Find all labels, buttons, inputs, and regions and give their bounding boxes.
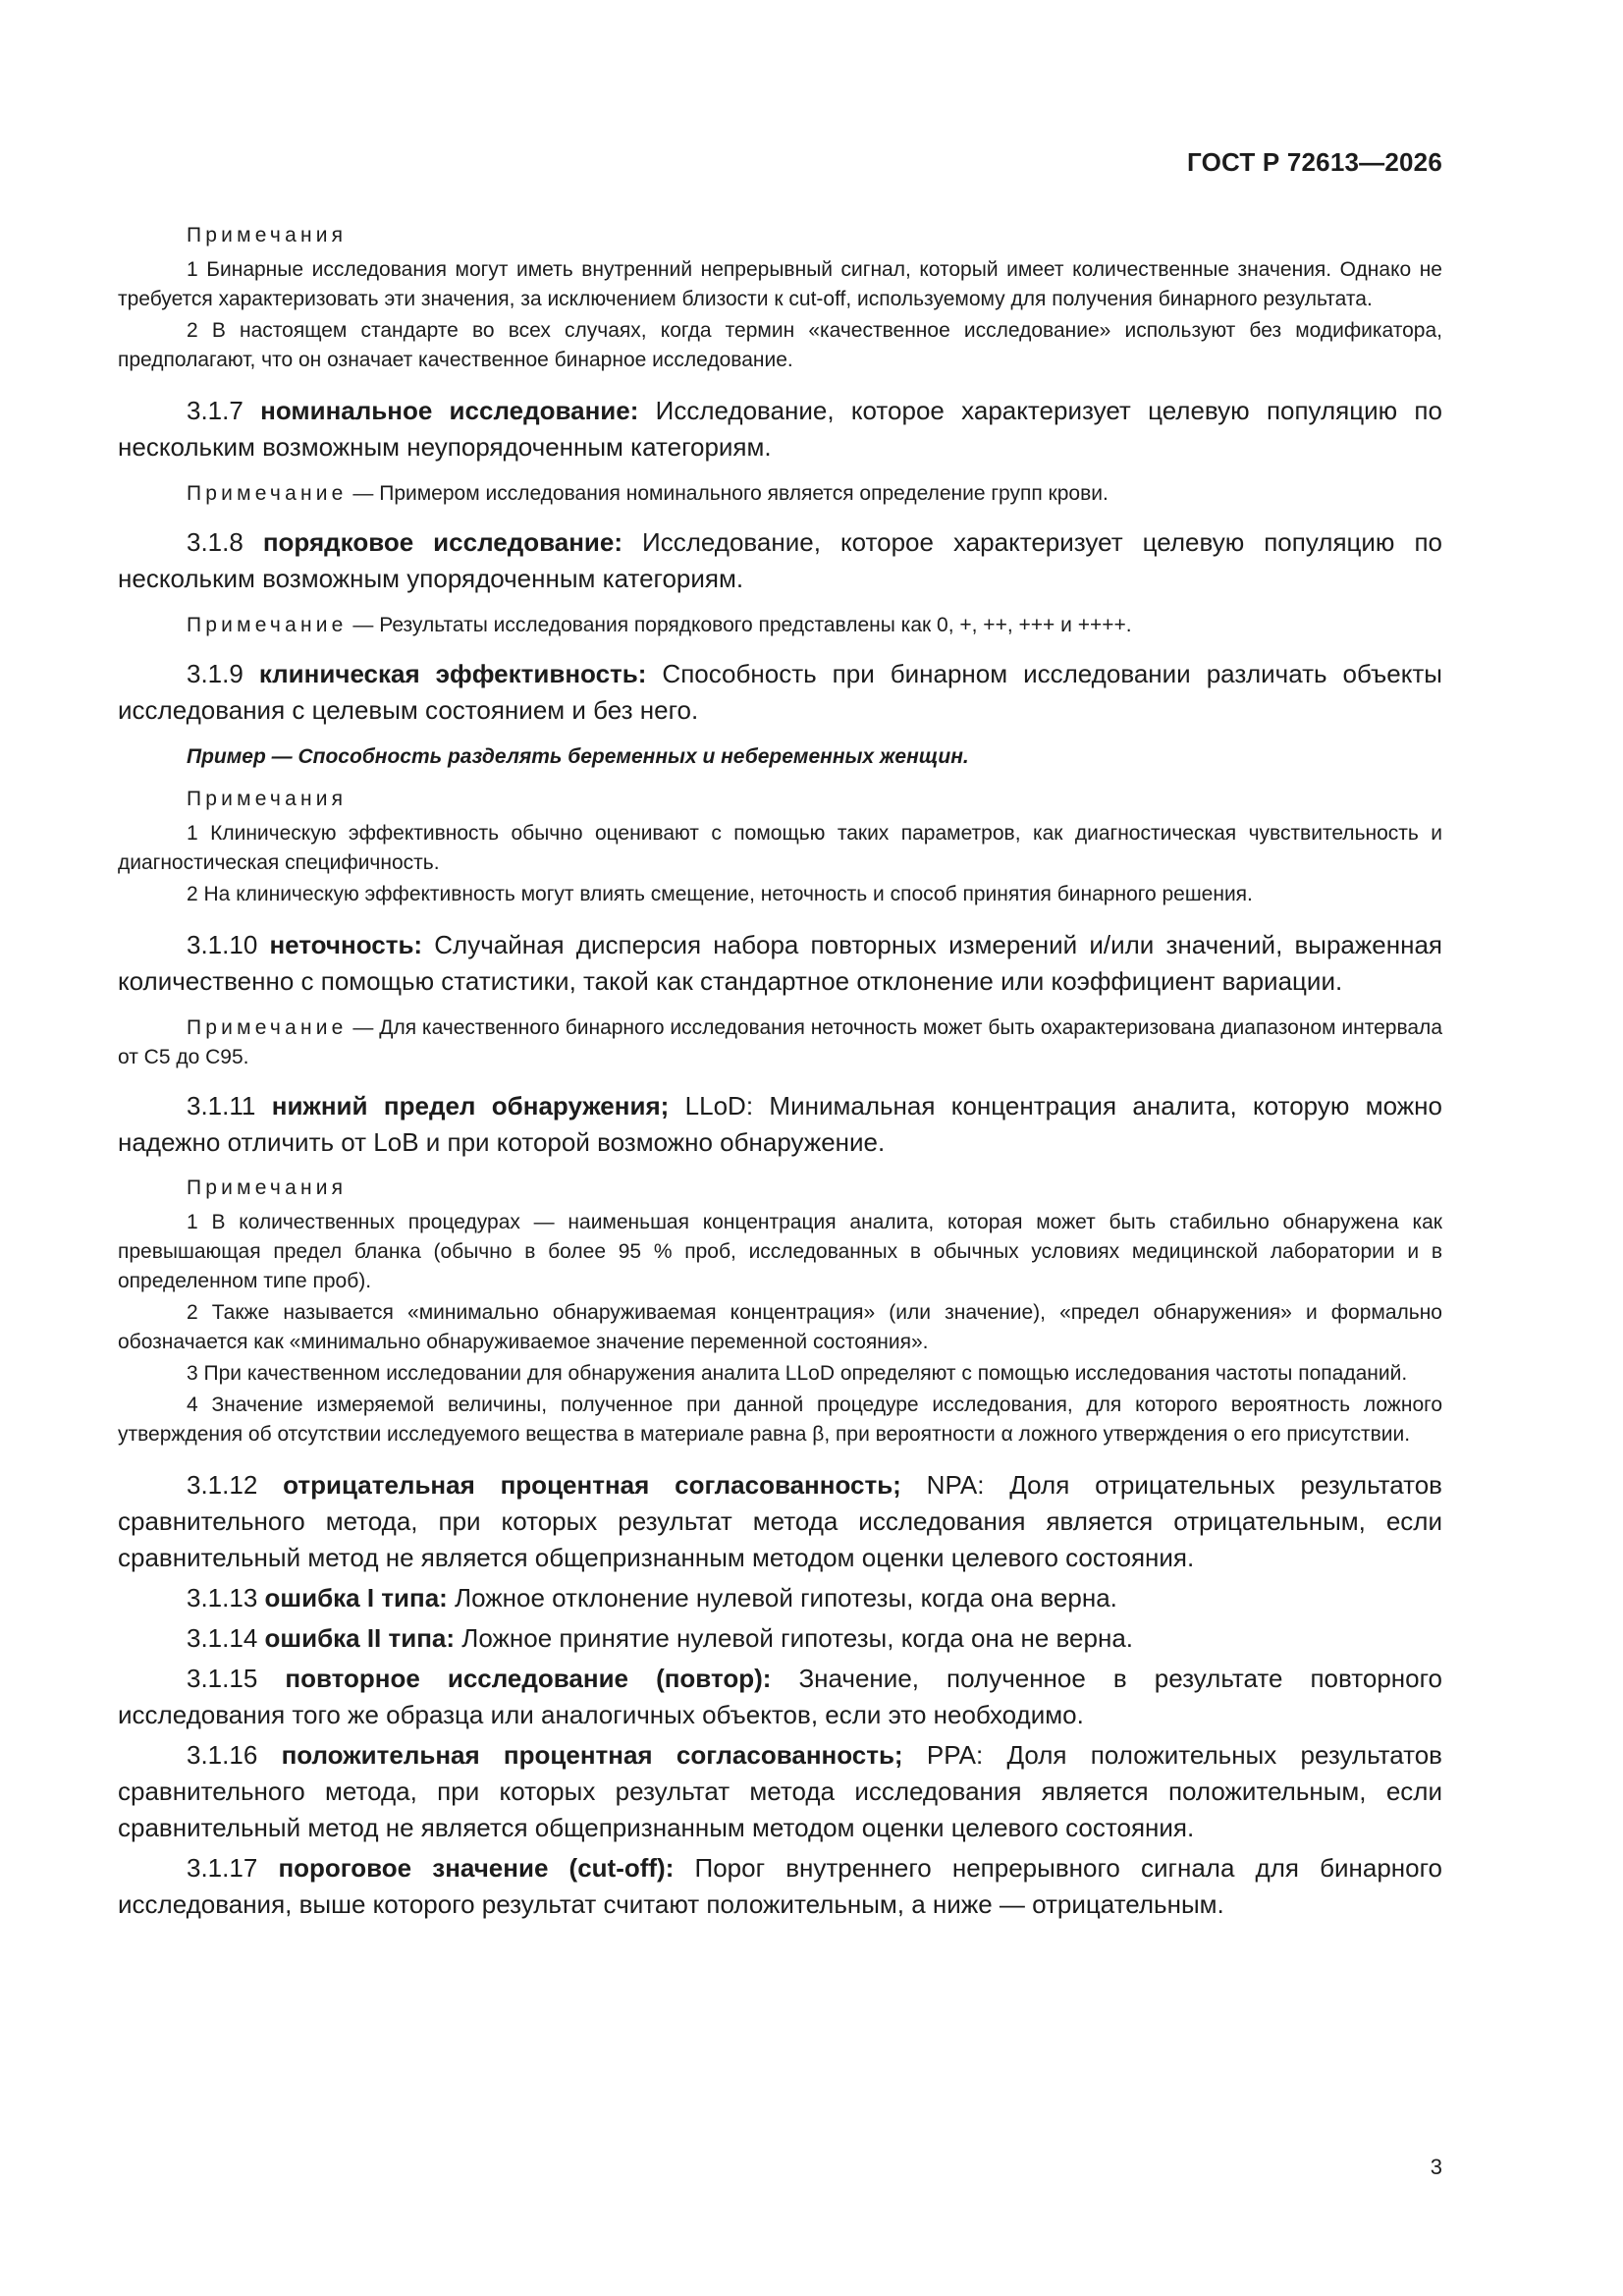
page-number: 3: [1430, 2155, 1442, 2179]
example-3-1-9: Пример — Способность разделять беременных и небеременных женщин.: [187, 745, 969, 768]
note-item: 1 Клиническую эффективность обычно оценивают с помощью таких параметров, как диагностическая чувствительность и диагностическая специфичность.: [118, 822, 1442, 874]
note-item: 1 Бинарные исследования могут иметь внутренний непрерывный сигнал, который имеет количественные значения. Однако не требуется характеризовать эти значения, за исключением близости к cut-off, используемому для получения бинарного результата.: [118, 258, 1442, 310]
term-3-1-10: 3.1.10 неточность: Случайная дисперсия набора повторных измерений и/или значений, выраженная количественно с помощью статистики, такой как стандартное отклонение или коэффициент вариации.: [118, 930, 1442, 996]
term-title: порядковое исследование:: [262, 527, 623, 557]
term-3-1-13: 3.1.13 ошибка I типа: Ложное отклонение нулевой гипотезы, когда она верна.: [187, 1583, 1117, 1613]
note-3-1-7: Примечание — Примером исследования номинального является определение групп крови.: [187, 482, 1109, 505]
term-title: неточность:: [269, 930, 423, 959]
term-title: отрицательная процентная согласованность;: [283, 1470, 901, 1500]
notes-heading: Примечания: [187, 1176, 348, 1199]
note-item: 1 В количественных процедурах — наименьшая концентрация аналита, которая может быть стабильно обнаружена как превышающая предел бланка (обычно в более 95 % проб, исследованных в обычных условиях медицинской лаборатории и в определенном типе проб).: [118, 1211, 1442, 1292]
term-3-1-7: 3.1.7 номинальное исследование: Исследование, которое характеризует целевую популяцию по нескольким возможным неупорядоченным категориям.: [118, 396, 1442, 462]
term-3-1-8: 3.1.8 порядковое исследование: Исследование, которое характеризует целевую популяцию по нескольким возможным упорядоченным категориям.: [118, 527, 1442, 593]
term-3-1-15: 3.1.15 повторное исследование (повтор): Значение, полученное в результате повторного исследования того же образца или аналогичных объектов, если это необходимо.: [118, 1664, 1442, 1729]
note-item: 4 Значение измеряемой величины, полученное при данной процедуре исследования, для которого вероятность ложного утверждения об отсутствии исследуемого вещества в материале равна β, при вероятности α ложного утверждения о его присутствии.: [118, 1394, 1442, 1446]
note-item: 2 На клиническую эффективность могут влиять смещение, неточность и способ принятия бинарного решения.: [187, 883, 1253, 905]
term-3-1-9: 3.1.9 клиническая эффективность: Способность при бинарном исследовании различать объекты исследования с целевым состоянием и без него.: [118, 659, 1442, 725]
term-title: ошибка I типа:: [264, 1583, 448, 1613]
term-title: положительная процентная согласованность;: [281, 1740, 903, 1770]
term-title: нижний предел обнаружения;: [271, 1091, 670, 1121]
term-title: номинальное исследование:: [260, 396, 639, 425]
note-3-1-10: Примечание — Для качественного бинарного исследования неточность может быть охарактеризована диапазоном интервала от C5 до C95.: [118, 1016, 1442, 1068]
notes-heading: Примечания: [187, 224, 348, 246]
term-title: повторное исследование (повтор):: [285, 1664, 772, 1693]
note-item: 2 Также называется «минимально обнаруживаемая концентрация» (или значение), «предел обнаружения» и формально обозначается как «минимально обнаруживаемое значение переменной состояния».: [118, 1301, 1442, 1353]
term-3-1-17: 3.1.17 пороговое значение (cut-off): Порог внутреннего непрерывного сигнала для бинарного исследования, выше которого результат считают положительным, а ниже — отрицательным.: [118, 1853, 1442, 1919]
note-item: 2 В настоящем стандарте во всех случаях, когда термин «качественное исследование» используют без модификатора, предполагают, что он означает качественное бинарное исследование.: [118, 319, 1442, 371]
note-3-1-8: Примечание — Результаты исследования порядкового представлены как 0, +, ++, +++ и ++++.: [187, 614, 1132, 636]
notes-heading: Примечания: [187, 788, 348, 810]
document-header: ГОСТ Р 72613—2026: [1187, 147, 1442, 177]
term-title: ошибка II типа:: [264, 1623, 456, 1653]
note-item: 3 При качественном исследовании для обнаружения аналита LLoD определяют с помощью исследования частоты попаданий.: [187, 1362, 1408, 1385]
term-3-1-12: 3.1.12 отрицательная процентная согласованность; NPA: Доля отрицательных результатов сравнительного метода, при которых результат метода исследования является отрицательным, если сравнительный метод не является общепризнанным методом оценки целевого состояния.: [118, 1470, 1442, 1572]
term-3-1-16: 3.1.16 положительная процентная согласованность; PPA: Доля положительных результатов сравнительного метода, при которых результат метода исследования является положительным, если сравнительный метод не является общепризнанным методом оценки целевого состояния.: [118, 1740, 1442, 1842]
term-3-1-11: 3.1.11 нижний предел обнаружения; LLoD: Минимальная концентрация аналита, которую можно надежно отличить от LoB и при которой возможно обнаружение.: [118, 1091, 1442, 1157]
term-title: пороговое значение (cut-off):: [278, 1853, 675, 1883]
term-3-1-14: 3.1.14 ошибка II типа: Ложное принятие нулевой гипотезы, когда она не верна.: [187, 1623, 1134, 1653]
term-title: клиническая эффективность:: [258, 659, 647, 688]
document-body: [118, 222, 1442, 1923]
